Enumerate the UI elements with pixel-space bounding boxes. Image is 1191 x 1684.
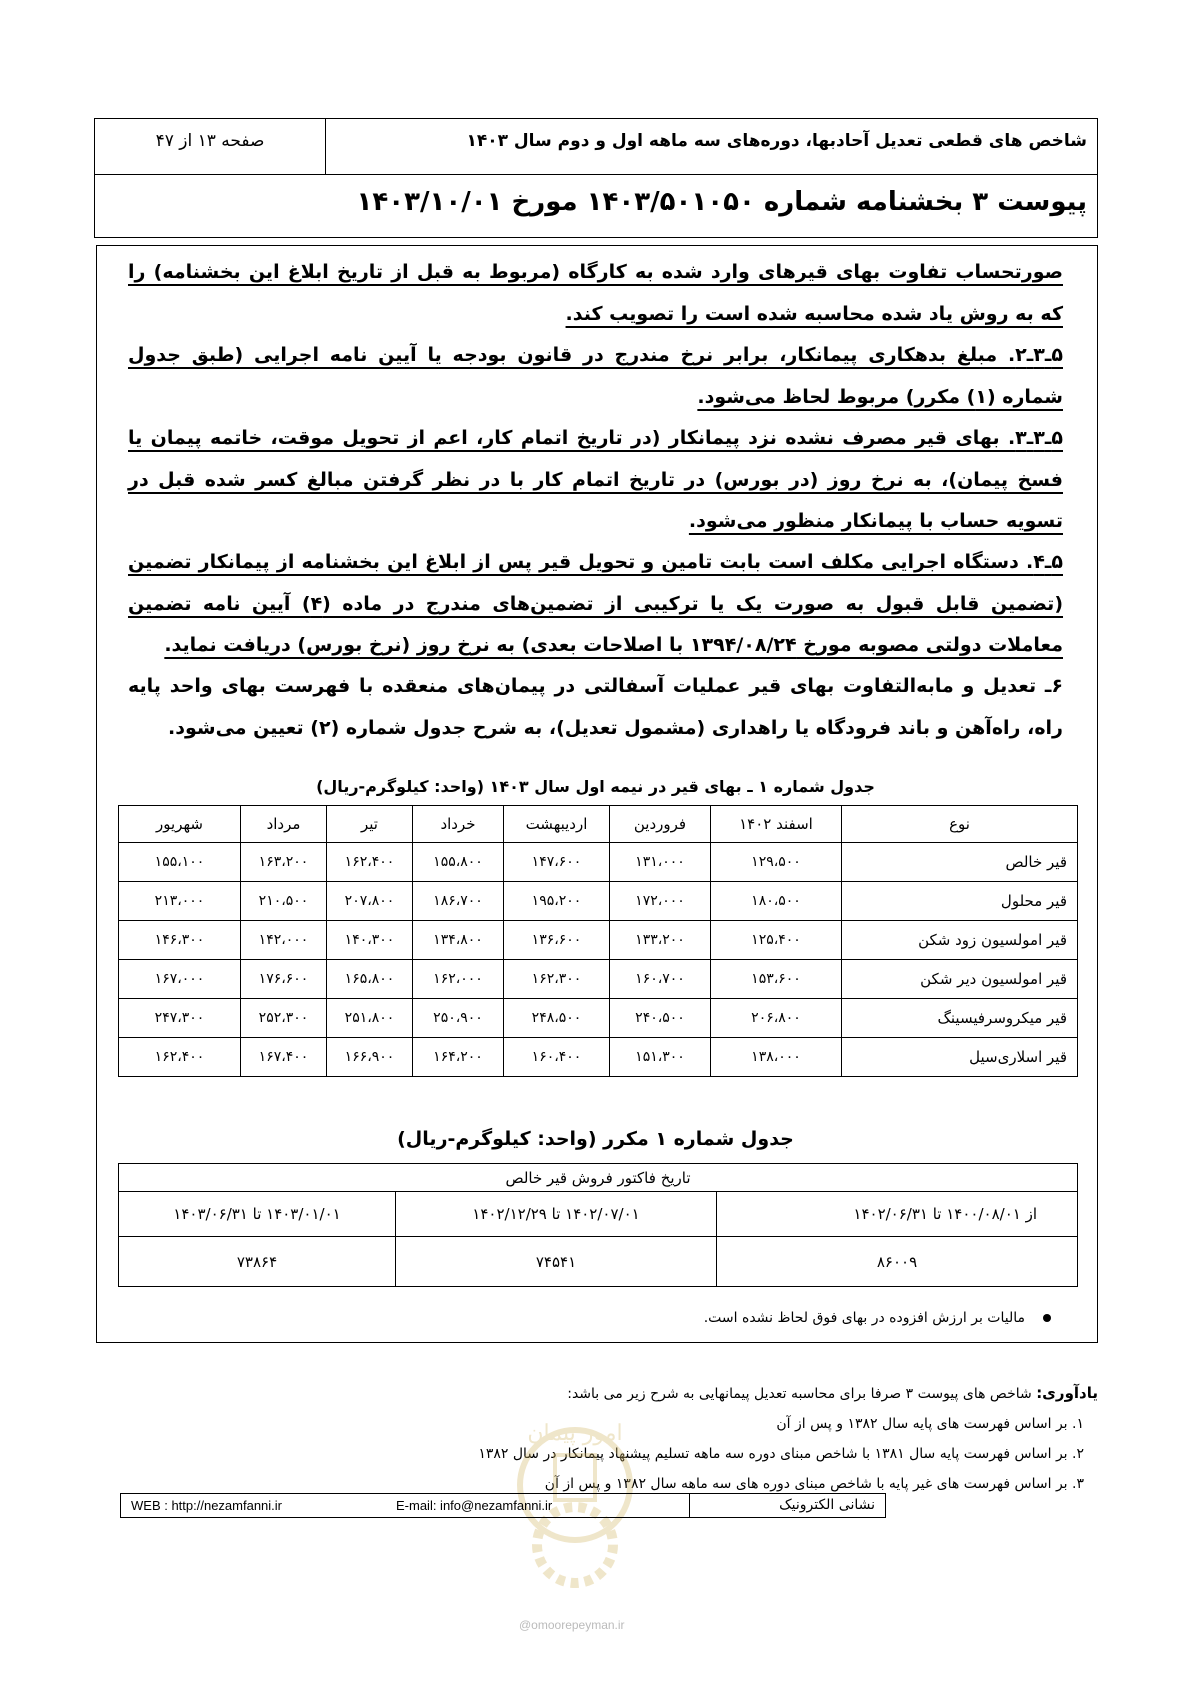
- price-cell: ۱۶۶،۹۰۰: [327, 1038, 413, 1077]
- price-cell: ۱۷۶،۶۰۰: [241, 960, 327, 999]
- footer-divider: [689, 1494, 690, 1517]
- price-cell: ۱۴۰،۳۰۰: [327, 921, 413, 960]
- bullet-icon: [1043, 1314, 1051, 1322]
- table-header-row: [119, 1164, 1078, 1192]
- paragraph-5-3-3: ۵ـ۳ـ۳. بهای قیر مصرف نشده نزد پیمانکار (در تاریخ اتمام کار، اعم از تحویل موقت، خاتمه پیمان یا فسخ پیمان)، به نرخ روز (در بورس) در تاریخ اتمام کار با در نظر گرفتن مبالغ کسر شده قبل در تسویه حساب با پیمانکار منظور می‌شود.: [128, 427, 1063, 532]
- type-cell: قیر میکروسرفیسینگ: [842, 999, 1078, 1038]
- price-cell: ۱۲۵،۴۰۰: [711, 921, 842, 960]
- price-cell: ۱۵۱،۳۰۰: [610, 1038, 711, 1077]
- price-cell: ۱۶۲،۰۰۰: [413, 960, 504, 999]
- column-header: تیر: [327, 806, 413, 843]
- list-item: ۳. بر اساس فهرست های غیر پایه با شاخص مبنای دوره های سه ماهه سال ۱۳۸۲ و پس از آن: [544, 1476, 1084, 1492]
- reminder-text: شاخص های پیوست ۳ صرفا برای محاسبه تعدیل پیمانهایی به شرح زیر می باشد:: [567, 1386, 1037, 1402]
- value-cell: ۷۳۸۶۴: [119, 1237, 396, 1287]
- list-item: ۱. بر اساس فهرست های پایه سال ۱۳۸۲ و پس از آن: [776, 1416, 1084, 1432]
- period-cell: ۱۴۰۲/۰۷/۰۱ تا ۱۴۰۲/۱۲/۲۹: [396, 1192, 717, 1237]
- price-cell: ۱۸۶،۷۰۰: [413, 882, 504, 921]
- price-cell: ۱۴۷،۶۰۰: [504, 843, 610, 882]
- vat-note: مالیات بر ارزش افزوده در بهای فوق لحاظ نشده است.: [704, 1310, 1051, 1326]
- price-cell: ۱۶۲،۴۰۰: [327, 843, 413, 882]
- paragraph-6: ۶ـ تعدیل و مابه‌التفاوت بهای قیر عملیات آسفالتی در پیمان‌های منعقده با فهرست بهای واحد پایه راه، راه‌آهن و باند فرودگاه یا راهداری (مشمول تعدیل)، به شرح جدول شماره (۲) تعیین می‌شود.: [128, 675, 1063, 739]
- footer-label: نشانی الکترونیک: [779, 1497, 875, 1513]
- price-cell: ۱۵۳،۶۰۰: [711, 960, 842, 999]
- price-cell: ۲۰۷،۸۰۰: [327, 882, 413, 921]
- watermark-text: @omoorepeyman.ir: [519, 1618, 625, 1632]
- type-cell: قیر خالص: [842, 843, 1078, 882]
- table-row: [119, 843, 1078, 882]
- table-row: [119, 960, 1078, 999]
- price-cell: ۱۳۳،۲۰۰: [610, 921, 711, 960]
- footer-box: [120, 1493, 886, 1518]
- price-cell: ۱۶۰،۷۰۰: [610, 960, 711, 999]
- price-cell: ۱۶۲،۳۰۰: [504, 960, 610, 999]
- price-cell: ۱۴۲،۰۰۰: [241, 921, 327, 960]
- price-cell: ۱۳۱،۰۰۰: [610, 843, 711, 882]
- document-title: شاخص های قطعی تعدیل آحادبها، دوره‌های سه ماهه اول و دوم سال ۱۴۰۳: [466, 131, 1087, 151]
- header-row: [95, 119, 1097, 175]
- paragraph-1: صورتحساب تفاوت بهای قیرهای وارد شده به کارگاه (مربوط به قبل از تاریخ ابلاغ این بخشنامه) را که به روش یاد شده محاسبه شده است را تصویب کند.: [128, 261, 1063, 325]
- appendix-title: پیوست ۳ بخشنامه شماره ۱۴۰۳/۵۰۱۰۵۰ مورخ ۱۴۰۳/۱۰/۰۱: [356, 187, 1087, 217]
- group-header: تاریخ فاکتور فروش قیر خالص: [119, 1164, 1078, 1192]
- type-cell: قیر امولسیون دیر شکن: [842, 960, 1078, 999]
- price-cell: ۲۵۰،۹۰۰: [413, 999, 504, 1038]
- price-cell: ۲۵۲،۳۰۰: [241, 999, 327, 1038]
- price-cell: ۲۴۸،۵۰۰: [504, 999, 610, 1038]
- column-header: خرداد: [413, 806, 504, 843]
- value-cell: ۸۶۰۰۹: [717, 1237, 1078, 1287]
- price-cell: ۲۴۷،۳۰۰: [119, 999, 241, 1038]
- price-cell: ۱۶۴،۲۰۰: [413, 1038, 504, 1077]
- website-link[interactable]: WEB : http://nezamfanni.ir: [131, 1498, 283, 1513]
- page-number: صفحه ۱۳ از ۴۷: [155, 131, 265, 151]
- price-cell: ۱۷۲،۰۰۰: [610, 882, 711, 921]
- svg-text:امور پیمان: امور پیمان: [527, 1421, 623, 1446]
- table-row: [119, 1237, 1078, 1287]
- column-header: اردیبهشت: [504, 806, 610, 843]
- price-cell: ۱۳۶،۶۰۰: [504, 921, 610, 960]
- price-cell: ۱۶۷،۴۰۰: [241, 1038, 327, 1077]
- type-cell: قیر امولسیون زود شکن: [842, 921, 1078, 960]
- price-cell: ۱۲۹،۵۰۰: [711, 843, 842, 882]
- header-divider: [325, 119, 326, 174]
- price-cell: ۲۴۰،۵۰۰: [610, 999, 711, 1038]
- price-cell: ۱۶۷،۰۰۰: [119, 960, 241, 999]
- paragraph-5-3-2: ۵ـ۳ـ۲. مبلغ بدهکاری پیمانکار، برابر نرخ مندرج در قانون بودجه یا آیین نامه اجرایی (طبق جدول شماره (۱) مکرر) مربوط لحاظ می‌شود.: [128, 344, 1063, 408]
- column-header: مرداد: [241, 806, 327, 843]
- price-cell: ۱۳۴،۸۰۰: [413, 921, 504, 960]
- table-row: [119, 1038, 1078, 1077]
- price-cell: ۱۴۶،۳۰۰: [119, 921, 241, 960]
- list-item: ۲. بر اساس فهرست پایه سال ۱۳۸۱ با شاخص مبنای دوره سه ماهه تسلیم پیشنهاد پیمانکار در سال ۱۳۸۲: [478, 1446, 1084, 1462]
- column-header: اسفند ۱۴۰۲: [711, 806, 842, 843]
- table-row: [119, 999, 1078, 1038]
- price-cell: ۲۵۱،۸۰۰: [327, 999, 413, 1038]
- price-cell: ۱۶۰،۴۰۰: [504, 1038, 610, 1077]
- type-cell: قیر اسلاری‌سیل: [842, 1038, 1078, 1077]
- value-cell: ۷۴۵۴۱: [396, 1237, 717, 1287]
- price-cell: ۱۵۵،۱۰۰: [119, 843, 241, 882]
- price-cell: ۱۸۰،۵۰۰: [711, 882, 842, 921]
- table-row: [119, 882, 1078, 921]
- table-row: [119, 1192, 1078, 1237]
- column-header: نوع: [842, 806, 1078, 843]
- price-cell: ۲۱۳،۰۰۰: [119, 882, 241, 921]
- type-cell: قیر محلول: [842, 882, 1078, 921]
- table2-caption: جدول شماره ۱ مکرر (واحد: کیلوگرم-ریال): [397, 1128, 794, 1150]
- price-cell: ۱۶۳،۲۰۰: [241, 843, 327, 882]
- price-cell: ۲۱۰،۵۰۰: [241, 882, 327, 921]
- period-cell: از ۱۴۰۰/۰۸/۰۱ تا ۱۴۰۲/۰۶/۳۱: [717, 1192, 1078, 1237]
- table1-caption: جدول شماره ۱ ـ بهای قیر در نیمه اول سال ۱۴۰۳ (واحد: کیلوگرم-ریال): [316, 777, 875, 796]
- price-cell: ۱۳۸،۰۰۰: [711, 1038, 842, 1077]
- price-cell: ۲۰۶،۸۰۰: [711, 999, 842, 1038]
- bitumen-rate-table: [118, 1163, 1078, 1287]
- period-cell: ۱۴۰۳/۰۱/۰۱ تا ۱۴۰۳/۰۶/۳۱: [119, 1192, 396, 1237]
- price-cell: ۱۶۵،۸۰۰: [327, 960, 413, 999]
- reminder-label: یادآوری:: [1036, 1384, 1098, 1402]
- price-cell: ۱۵۵،۸۰۰: [413, 843, 504, 882]
- price-cell: ۱۹۵،۲۰۰: [504, 882, 610, 921]
- email-link[interactable]: E-mail: info@nezamfanni.ir: [396, 1498, 553, 1513]
- price-table: [118, 805, 1078, 1077]
- column-header: شهریور: [119, 806, 241, 843]
- table-header-row: [119, 806, 1078, 843]
- column-header: فروردین: [610, 806, 711, 843]
- table-row: [119, 921, 1078, 960]
- paragraph-5-4: ۵ـ۴. دستگاه اجرایی مکلف است بابت تامین و تحویل قیر پس از ابلاغ این بخشنامه از پیمانکار تضمین (تضمین قابل قبول به صورت یک یا ترکیبی از تضمین‌های مندرج در ماده (۴) آیین نامه تضمین معاملات دولتی مصوبه مورخ ۱۳۹۴/۰۸/۲۴ با اصلاحات بعدی) به نرخ روز (نرخ بورس) دریافت نماید.: [128, 551, 1064, 656]
- price-cell: ۱۶۲،۴۰۰: [119, 1038, 241, 1077]
- header-box: [94, 118, 1098, 238]
